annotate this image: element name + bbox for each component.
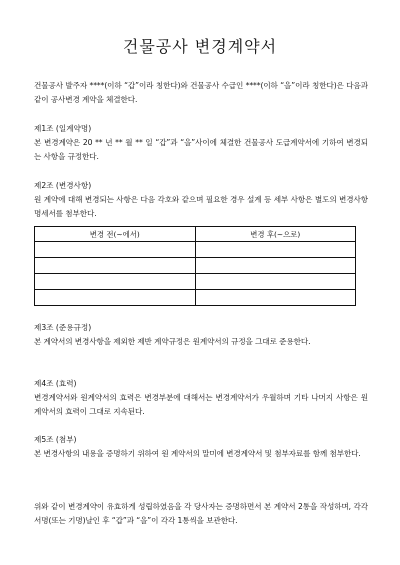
header-after: 변경 후(~으로) bbox=[195, 227, 356, 242]
cell-before bbox=[35, 274, 196, 290]
cell-before bbox=[35, 258, 196, 274]
document-title: 건물공사 변경계약서 bbox=[122, 37, 278, 56]
article-5-body: 본 변경사항의 내용을 증명하기 위하여 원 계약서의 말미에 변경계약서 및 첨부자료를 함께 첨부한다. bbox=[34, 449, 361, 458]
article-4-body: 변경계약서와 원계약서의 효력은 변경부분에 대해서는 변경계약서가 우월하며 기타 나머지 사항은 원계약서의 효력이 그대로 지속된다. bbox=[34, 393, 368, 416]
article-1-body: 본 변경계약은 20 ** 년 ** 월 ** 일 “갑”과 “을”사이에 체결한 건물공사 도급계약서에 기하여 변경되는 사항을 규정한다. bbox=[34, 138, 368, 161]
cell-after bbox=[195, 290, 356, 306]
cell-after bbox=[195, 274, 356, 290]
article-3-heading: 제3조 (준용규정) bbox=[34, 323, 92, 332]
cell-after bbox=[195, 242, 356, 258]
header-before: 변경 전(~에서) bbox=[35, 227, 196, 242]
cell-after bbox=[195, 258, 356, 274]
table-row bbox=[35, 258, 356, 274]
table-row bbox=[35, 290, 356, 306]
article-2-heading: 제2조 (변경사항) bbox=[34, 181, 92, 190]
article-1-heading: 제1조 (일계약명) bbox=[34, 124, 92, 133]
table-row bbox=[35, 242, 356, 258]
article-3-body: 본 계약서의 변경사항을 제외한 제반 계약규정은 원계약서의 규정을 그대로 준용한다. bbox=[34, 337, 311, 346]
article-2-body: 원 계약에 대해 변경되는 사항은 다음 각호와 같으며 필요한 경우 설계 등 세부 사항은 별도의 변경사항 명세서를 첨부한다. bbox=[34, 195, 368, 218]
changes-table bbox=[34, 226, 356, 306]
cell-before bbox=[35, 242, 196, 258]
cell-before bbox=[35, 290, 196, 306]
article-5-heading: 제5조 (첨부) bbox=[34, 435, 77, 444]
closing-paragraph: 위와 같이 변경계약이 유효하게 성립하였음을 각 당사자는 증명하면서 본 계약서 2통을 작성하며, 각각 서명(또는 기명)날인 후 “갑”과 “을”이 각각 1통씩을 보관한다. bbox=[34, 502, 368, 525]
table-row bbox=[35, 274, 356, 290]
article-4-heading: 제4조 (효력) bbox=[34, 379, 77, 388]
changes-table-header-row bbox=[35, 227, 356, 242]
intro-paragraph: 건물공사 발주자 ****(이하 “갑”이라 칭한다)와 건물공사 수급인 ****(이하 “을”이라 칭한다)은 다음과 같이 공사변경 계약을 체결한다. bbox=[34, 81, 368, 104]
